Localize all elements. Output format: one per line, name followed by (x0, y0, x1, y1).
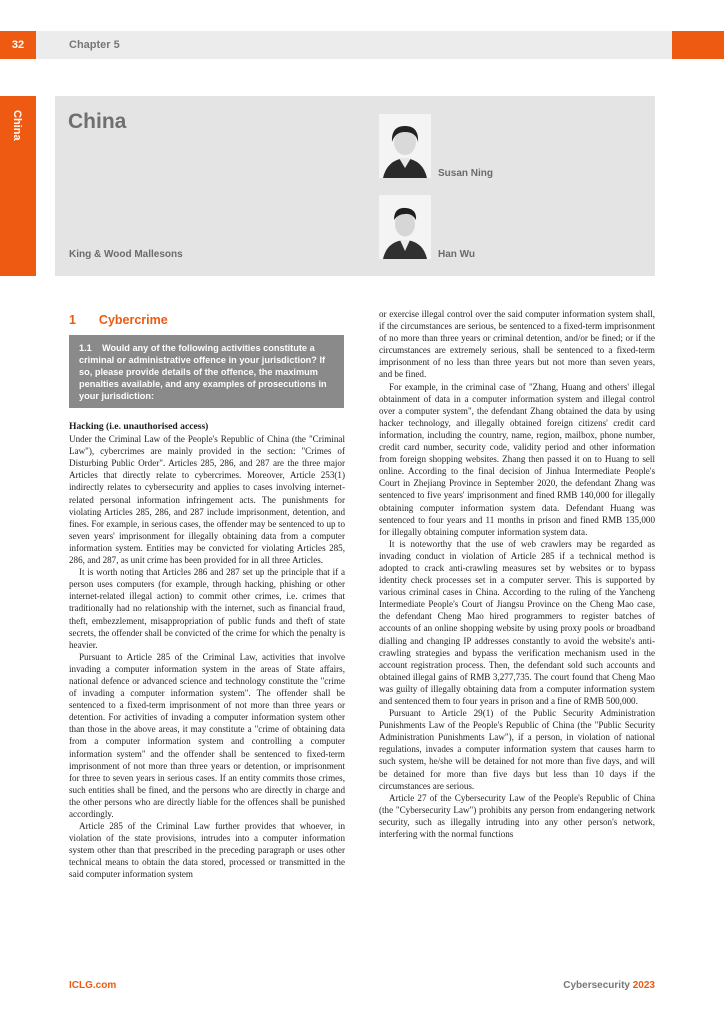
section-title: Cybercrime (98, 313, 168, 327)
author-photo-susan-ning (379, 114, 431, 178)
footer-site-link[interactable]: ICLG.com (69, 980, 117, 991)
author-photo-han-wu (379, 195, 431, 259)
law-firm-name: King & Wood Mallesons (69, 249, 183, 260)
subheading-hacking: Hacking (i.e. unauthorised access) (69, 421, 209, 432)
chapter-label: Chapter 5 (69, 39, 120, 51)
paragraph: Under the Criminal Law of the People's Republic of China (the "Criminal Law"), cybercrimes are mainly provided in the section: "Crimes of Disturbing Public Order". Articles 285, 286, and 287 are the three major Articles that directly relate to cybercrimes. Moreover, Article 253(1) indirectly relates to cybersecurity and applies to cases involving internet-related personal information infringement acts. The punishments for violating Articles 285, 286, and 287 include imprisonment, detention, and fines. For example, in serious cases, the offender may be sentenced to up to seven years' imprisonment for illegally obtaining data from a computer information system. Entities may be convicted for violating Articles 285, 286, and 287, as unit crime has been provided for in all three Articles. (69, 434, 345, 566)
paragraph: Article 27 of the Cybersecurity Law of the People's Republic of China (the "Cybersecurity Law") prohibits any person from endangering network security, such as illegally intruding into any other person's network, interfering with the normal functions (379, 792, 655, 840)
publication-year: 2023 (632, 980, 655, 991)
country-title: China (68, 110, 127, 133)
header-accent-block (672, 31, 724, 59)
paragraph: Pursuant to Article 285 of the Criminal Law, activities that involve invading a computer information system in the areas of State affairs, national defence or advanced science and technology constitute the "crime of invading a computer information system". The offender shall be sentenced to a fixed-term imprisonment of not more than three years or detention. For activities of invading a computer information system other than those in the above areas, it may constitute a "crime of obtaining data from a computer information system and controlling a computer information system" and the offender shall be sentenced to fixed-term imprisonment of not more than three years or detention, or imprisonment for three to seven years in serious cases. If an entity commits those crimes, such entities shall be fined, and the persons who are directly in charge and the other persons who are directly liable for the offences shall be punished accordingly. (69, 651, 345, 819)
publication-name: Cybersecurity (563, 980, 630, 991)
paragraph: It is worth noting that Articles 286 and 287 set up the principle that if a person uses computers (for example, through hacking, phishing or other internet-related illegal action) to commit other crimes, i.e. crimes that traditionally had no relationship with the internet, such as financial fraud, theft, embezzlement, misappropriation of public funds and theft of state secrets, the offender shall be convicted of the crime for which the penalty is heavier. (69, 567, 345, 650)
left-column (69, 421, 345, 881)
section-heading (69, 313, 168, 327)
paragraph: For example, in the criminal case of "Zhang, Huang and others' illegal obtainment of data in a computer information system and illegal control over a computer system", the defendant Zhang obtained the data by using hacker technology, and illegally obtained foreign citizens' credit card information, including the country, name, region, mailbox, phone number, credit card number, security code, validity period and other information from foreign shopping websites. Zhang then passed it on to Huang to sell online. According to the final decision of Jinhua Intermediate People's Court in Zhejiang Province in September 2020, the defendant Zhang was sentenced to five years' imprisonment and fined RMB 140,000 for illegally obtaining computer information system data. Defendant Huang was sentenced to four years and 11 months in prison and fined RMB 135,000 for illegally obtaining computer information system data. (379, 381, 655, 537)
paragraph: Article 285 of the Criminal Law further provides that whoever, in violation of the state provisions, intrudes into a computer information system other than that prescribed in the preceding paragraph or uses other technical means to obtain the data stored, processed or transmitted in the said computer information system (69, 821, 345, 880)
paragraph: or exercise illegal control over the said computer information system shall, if the circumstances are serious, be sentenced to a fixed-term imprisonment of no more than three years or criminal detention, and/or be fined; or if the circumstances are extremely serious, shall be sentenced to a fixed-term imprisonment of no less than three years but not more than seven years, and be fined. (379, 309, 655, 380)
side-tab (0, 96, 36, 276)
footer-publication (563, 980, 655, 991)
portrait-icon (379, 195, 431, 259)
author-name-1: Susan Ning (438, 168, 494, 179)
page-number: 32 (0, 31, 36, 59)
paragraph: It is noteworthy that the use of web crawlers may be regarded as invading conduct in violation of Article 285 if a technical method is adopted to crack anti-crawling measures set by websites or to bypass identity check processes set in a computer server. This is supported by various criminal cases in China. According to the ruling of the Yancheng Intermediate People's Court of Jiangsu Province on the Cheng Mao case, the defendant Cheng Mao hired programmers to register batches of accounts of an online shopping website by using proxy pools or broadband dialling and changing IP addresses constantly to avoid the website's anti-crawling strategies and bypass the verification mechanism used in the account registration process. Then, the defendant sold such accounts and obtained illegal gains of RMB 3,277,735. The court found that Cheng Mao was guilty of illegally obtaining data from a computer information system and sentenced them to four years in prison and a fine of RMB 500,000. (379, 538, 655, 706)
question-box (69, 335, 344, 408)
question-number: 1.1 (79, 343, 92, 353)
side-tab-label: China (11, 110, 23, 141)
question-text: Would any of the following activities constitute a criminal or administrative offence in your jurisdiction? If so, please provide details of the offence, the maximum penalties available, and any examples of prosecutions in your jurisdiction: (79, 343, 327, 401)
author-name-2: Han Wu (438, 249, 476, 260)
section-number: 1 (69, 313, 76, 327)
portrait-icon (379, 114, 431, 178)
right-column (379, 308, 655, 840)
paragraph: Pursuant to Article 29(1) of the Public Security Administration Punishments Law of the People's Republic of China (the "Public Security Administration Punishments Law"), if a person, in violation of national regulations, invades a computer information system that causes harm to such system, he/she will be detained for not more than five days, and will be detained for more than five days but less than 10 days if the circumstances are serious. (379, 708, 655, 791)
